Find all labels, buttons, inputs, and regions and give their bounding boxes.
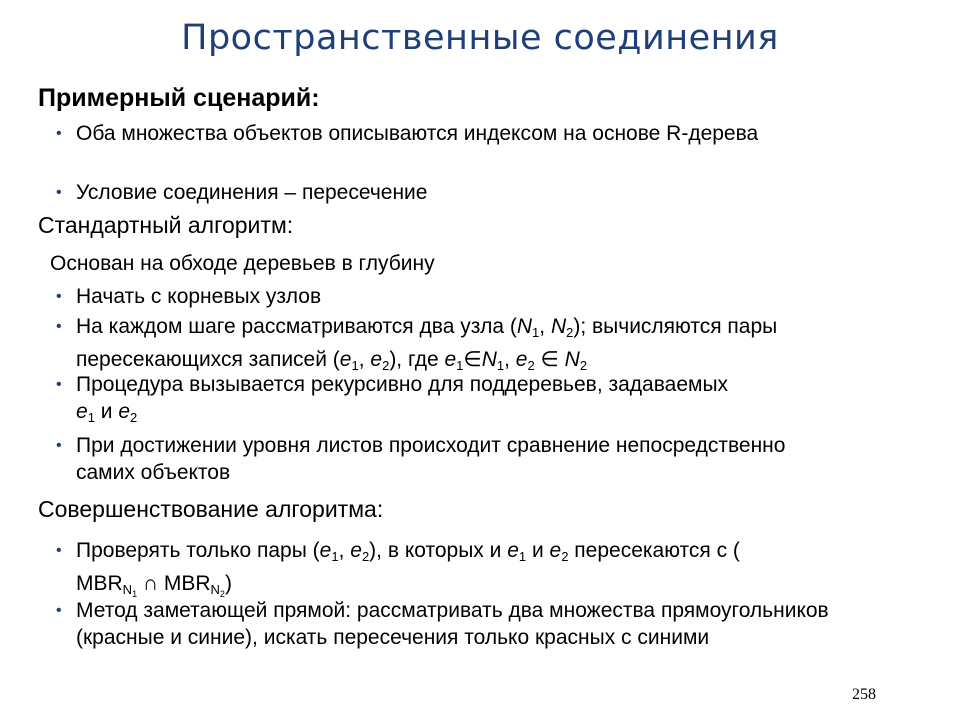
list-item-text: Проверять только пары ($e_1$, $e_2$), в которых и $e_1$ и $e_2$ пересекаются с ( $MBR_{N_1}$ ∩ $MBR_{N_2}$): [76, 539, 740, 599]
list-item-text: Оба множества объектов описываются индексом на основе R-дерева: [76, 122, 759, 145]
list-item-text: Процедура вызывается рекурсивно для поддеревьев, задаваемых $e_1$ и $e_2$: [76, 373, 729, 425]
bullet-icon: •: [56, 125, 62, 142]
bullet-icon: •: [56, 602, 62, 619]
list-item: [56, 371, 916, 431]
bullet-icon: •: [56, 437, 62, 454]
bullet-icon: •: [56, 542, 62, 559]
list-item: [56, 283, 916, 310]
list-item: [56, 179, 916, 206]
heading-sample-scenario: Примерный сценарий:: [38, 84, 320, 112]
list-item: [56, 432, 816, 486]
list-item-text: На каждом шаге рассматриваются два узла ($N_1$, $N_2$); вычисляются пары пересекающихся записей ($e_1$, $e_2$), где $e_1\in N_1$, $e_2$ ∈ $N_2$: [76, 315, 778, 373]
list-item: [56, 313, 916, 379]
list-item: [56, 597, 856, 651]
bullet-icon: •: [56, 318, 62, 335]
list-item-text: При достижении уровня листов происходит сравнение непосредственно самих объектов: [76, 434, 786, 484]
page-number: 258: [852, 686, 876, 703]
slide-title: Пространственные соединения: [181, 18, 779, 58]
list-item: [56, 120, 846, 147]
list-item-text: Начать с корневых узлов: [76, 285, 322, 308]
heading-algorithm-improvement: Совершенствование алгоритма:: [38, 496, 384, 522]
heading-standard-algorithm: Стандартный алгоритм:: [38, 212, 294, 238]
intro-text: Основан на обходе деревьев в глубину: [50, 252, 435, 275]
list-item-text: Условие соединения – пересечение: [76, 181, 428, 204]
bullet-icon: •: [56, 184, 62, 201]
bullet-icon: •: [56, 288, 62, 305]
bullet-icon: •: [56, 376, 62, 393]
list-item-text: Метод заметающей прямой: рассматривать два множества прямоугольников (красные и синие), искать пересечения только красных с синими: [76, 599, 829, 649]
